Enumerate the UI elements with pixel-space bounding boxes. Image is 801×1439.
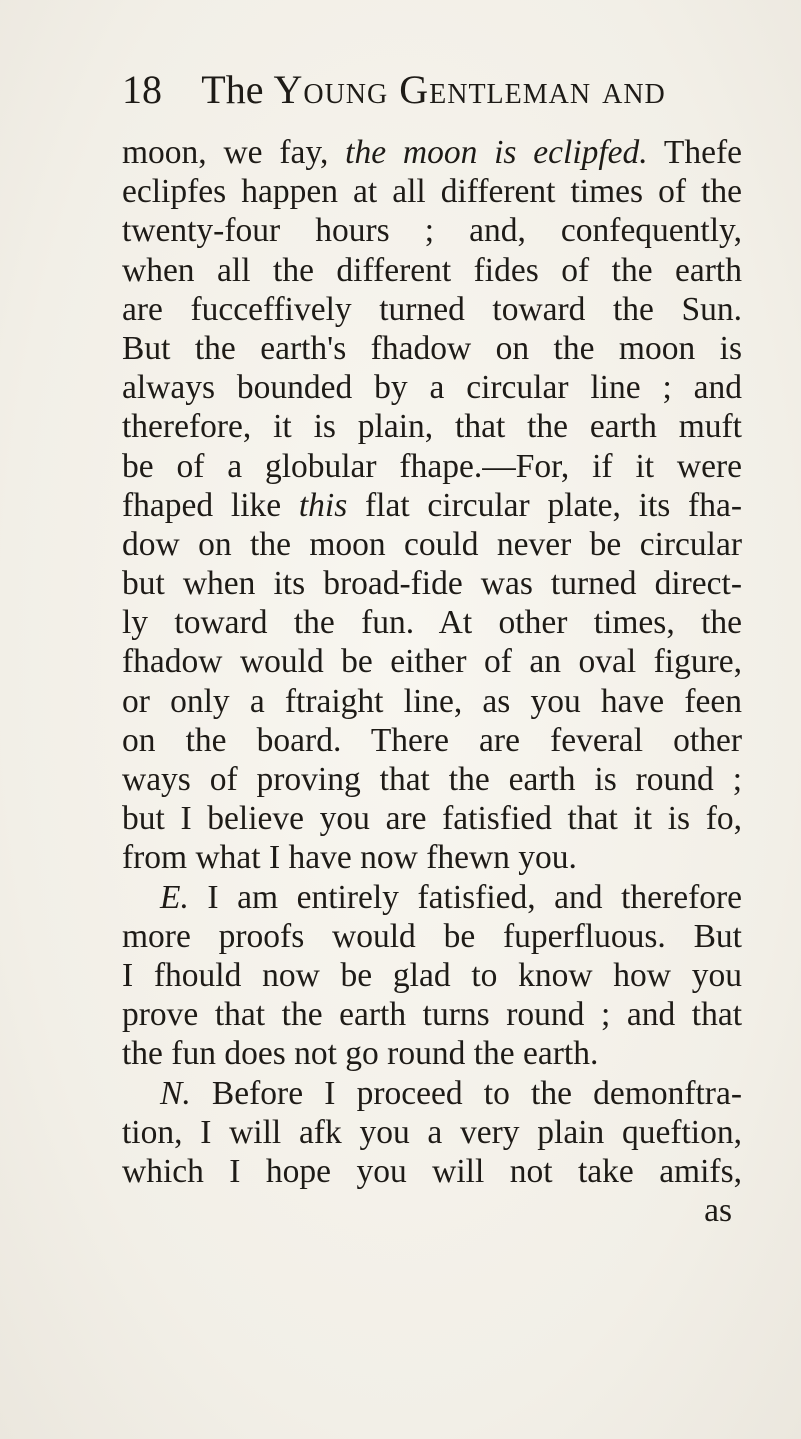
text-line: eclipfes happen at all different times of the — [122, 173, 742, 211]
text-line: therefore, it is plain, that the earth muft — [122, 408, 742, 446]
running-title: Young Gentleman and — [273, 67, 666, 112]
text-line: moon, we fay, the moon is eclipfed. Thefe — [122, 134, 742, 171]
text-line: N. Before I proceed to the demonftra- — [160, 1074, 742, 1112]
text-line: I fhould now be glad to know how you — [122, 956, 742, 994]
text-line: which I hope you will not take amifs, — [122, 1152, 742, 1190]
text-line: more proofs would be fuperfluous. But — [122, 917, 742, 955]
text-line: are fucceffively turned toward the Sun. — [122, 290, 742, 328]
body-text — [122, 133, 742, 1230]
text-line: But the earth's fhadow on the moon is — [122, 329, 742, 367]
text-line: fhaped like this flat circular plate, its fha- — [122, 486, 742, 524]
text-line: dow on the moon could never be circular — [122, 525, 742, 563]
running-title-the: The — [201, 67, 264, 112]
text-line: or only a ftraight line, as you have feen — [122, 682, 742, 720]
text-line: when all the different fides of the earth — [122, 251, 742, 289]
text-line: be of a globular fhape.—For, if it were — [122, 447, 742, 485]
catchword: as — [704, 1192, 732, 1230]
text-line: ly toward the fun. At other times, the — [122, 604, 742, 642]
text-line: tion, I will afk you a very plain queftion, — [122, 1113, 742, 1151]
text-line: the fun does not go round the earth. — [122, 1035, 599, 1073]
speaker-label: N. — [160, 1074, 191, 1112]
page-number: 18 — [122, 67, 162, 112]
text-line: but when its broad-fide was turned direct- — [122, 565, 742, 603]
text-line: from what I have now fhewn you. — [122, 839, 577, 877]
text-line: on the board. There are feveral other — [122, 721, 742, 759]
text-line: fhadow would be either of an oval figure, — [122, 643, 742, 681]
text-line: always bounded by a circular line ; and — [122, 369, 742, 407]
text-line: prove that the earth turns round ; and that — [122, 996, 742, 1034]
speaker-label: E. — [160, 878, 189, 916]
text-line: E. I am entirely fatisfied, and therefore — [160, 878, 742, 916]
running-head — [122, 68, 722, 112]
text-line: twenty-four hours ; and, confequently, — [122, 212, 742, 250]
text-line: ways of proving that the earth is round ; — [122, 761, 742, 798]
text-line: but I believe you are fatisfied that it is fo, — [122, 800, 742, 838]
